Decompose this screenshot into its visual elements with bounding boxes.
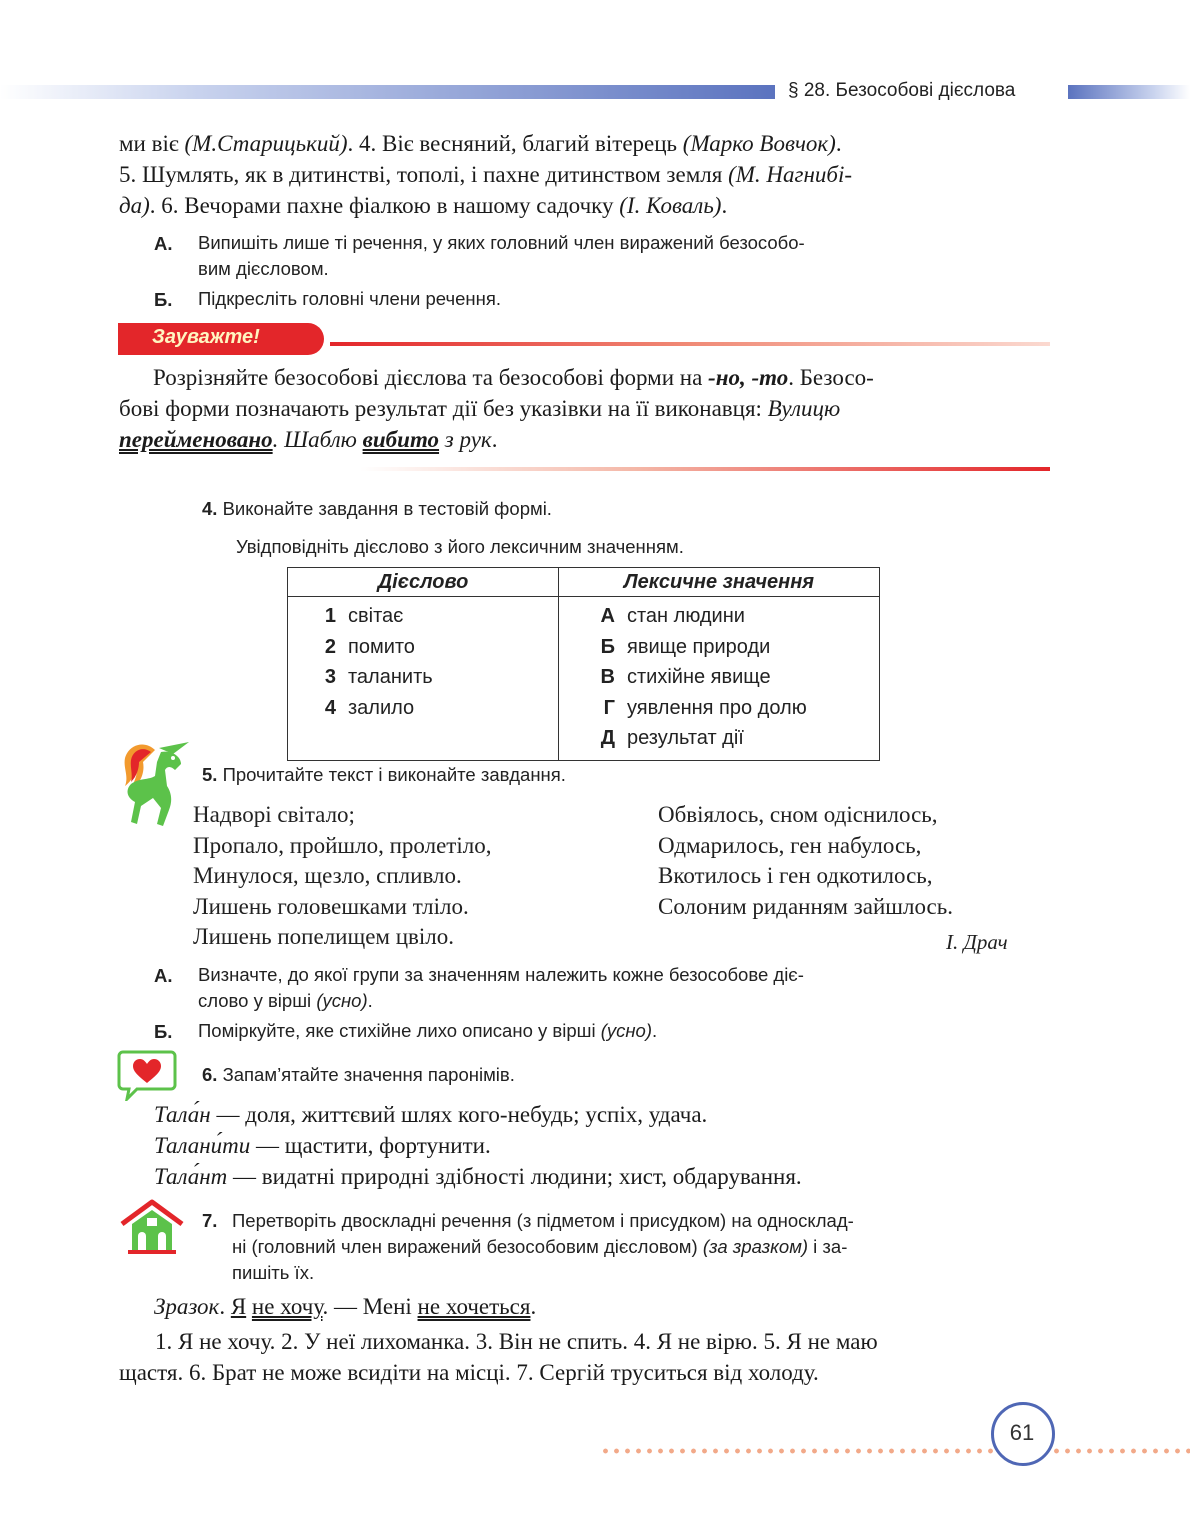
verb-row: 4 залило [324,696,415,719]
meaning-row: Д результат дії [600,727,744,749]
task5-a-letter: А. [154,965,173,986]
verb-row: 2 помито [324,635,415,658]
verbs-cell [288,597,559,761]
header-stripe-right [1068,85,1190,99]
task7-exercise: 1. Я не хочу. 2. У неї лихоманка. 3. Він не спить. 4. Я не вірю. 5. Я не маю щастя. 6. Брат не може всидіти на місці. 7. Сергій труситься від холоду. [119,1329,878,1385]
lexical-table [287,567,880,761]
col-header-meaning: Лексичне значення [559,568,880,597]
task3-a-text: Випишіть лише ті речення, у яких головний член виражений безособо- вим дієсловом. [198,232,805,279]
task5-b-letter: Б. [154,1021,173,1042]
meaning-row: А стан людини [600,605,745,627]
poem-line: Обвіялось, сном одіснилось, [658,802,938,827]
paronyms-list [154,1099,802,1192]
task5-number: 5. [202,764,218,785]
poem-line: Пропало, пройшло, пролетіло, [193,832,492,858]
poem-line: Минулося, щезло, спливло. [193,863,462,888]
verb-row: 1 світає [324,605,404,627]
note-label: Зауважте! [152,326,260,348]
task3-a-letter: А. [154,233,173,254]
meanings-cell [559,597,880,761]
task5-a-text: Визначте, до якої групи за значенням належить кожне безособове діє- слово у вірші (усно). [198,964,804,1011]
task5-header: 5. Прочитайте текст і виконайте завдання. [202,764,566,785]
col-header-verb: Дієслово [288,568,559,597]
poem-author: І. Драч [946,930,1008,954]
task5-b-text: Поміркуйте, яке стихійне лихо описано у вірші (усно). [198,1020,658,1041]
task7-sample: Зразок. Я не хочу. — Мені не хочеться. [154,1294,537,1319]
heart-speech-icon [117,1049,177,1101]
house-icon [118,1198,186,1256]
footer-dots [600,1447,1190,1455]
meaning-row: Б явище природи [600,635,771,658]
note-paragraph: Розрізняйте безособові дієслова та безособові форми на -но, -то. Безосо- бові форми позначають результат дії без указівки на її виконавця: Вулицю перейменовано. Шаблю вибито з рук. [119,365,874,452]
task7-number: 7. [202,1210,218,1231]
task3-b-letter: Б. [154,289,173,310]
poem-right-column [658,800,953,922]
task4-number: 4. [202,498,218,519]
header-stripe-left [0,85,775,99]
meaning-row: В стихійне явище [600,666,771,688]
poem-line: Одмарилось, ген набулось, [658,832,922,858]
poem-line: Вкотилось і ген одкотилось, [658,863,933,888]
paronym-line: Тала́нт — видатні природні здібності людини; хист, обдарування. [154,1164,802,1189]
poem-line: Надворі світало; [193,802,355,827]
task6-header: 6. Запам’ятайте значення паронімів. [202,1064,515,1085]
page-number: 61 [1009,1420,1035,1445]
poem-left-column [193,800,491,953]
unicorn-icon [115,740,197,828]
poem-line: Солоним риданням зайшлось. [658,893,953,919]
section-title: § 28. Безособові дієслова [788,80,1016,101]
meaning-row: Г уявлення про долю [603,696,807,719]
task4-instruction: Увідповідніть дієслово з його лексичним значенням. [236,536,684,557]
task6-number: 6. [202,1064,218,1085]
intro-paragraph: ми віє (М.Старицький). 4. Віє весняний, благий вітерець (Марко Вовчок). 5. Шумлять, як в дитинстві, тополі, і пахне дитинством земля (М. Нагнибі- да). 6. Вечорами пахне фіалкою в нашому садочку (І. Коваль). [119,131,852,218]
task4-header: 4. Виконайте завдання в тестовій формі. [202,498,552,519]
note-divider-top [330,342,1050,346]
task7-text: Перетворіть двоскладні речення (з підметом і присудком) на односклад- ні (головний член виражений безособовим дієсловом) (за зразком) і за- пишіть їх. [232,1210,854,1283]
paronym-line: Талани́ти — щастити, фортунити. [154,1133,491,1158]
note-divider-bottom [360,467,1050,471]
paronym-line: Тала́н — доля, життєвий шлях кого-небудь; успіх, удача. [154,1102,708,1127]
poem-line: Лишень попелищем цвіло. [193,924,454,949]
poem-line: Лишень головешками тліло. [193,893,469,919]
verb-row: 3 таланить [324,666,433,688]
task3-b-text: Підкресліть головні члени речення. [198,288,501,309]
